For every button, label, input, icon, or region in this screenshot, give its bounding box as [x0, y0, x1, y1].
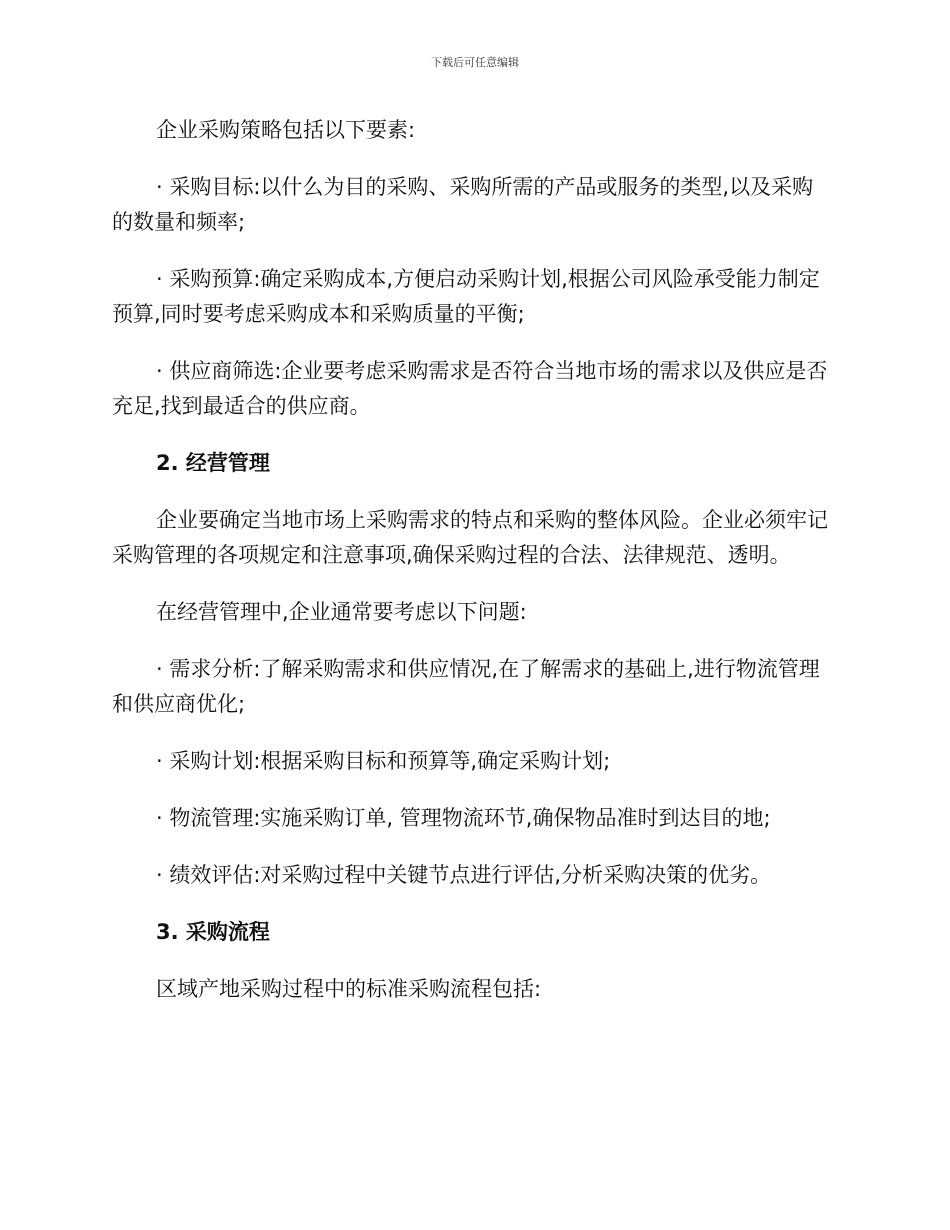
bullet-supplier-screening: · 供应商筛选:企业要考虑采购需求是否符合当地市场的需求以及供应是否充足,找到最适合的供应商。	[112, 359, 828, 418]
bullet-purchase-budget: · 采购预算:确定采购成本,方便启动采购计划,根据公司风险承受能力制定预算,同时要考虑采购成本和采购质量的平衡;	[112, 267, 820, 326]
paragraph-operations-questions: 在经营管理中,企业通常要考虑以下问题:	[156, 600, 527, 624]
bullet-purchase-plan: · 采购计划:根据采购目标和预算等,确定采购计划;	[156, 749, 611, 773]
document-body	[112, 113, 832, 1007]
page-header: 下载后可任意编辑	[431, 56, 519, 69]
bullet-performance: · 绩效评估:对采购过程中关键节点进行评估,分析采购决策的优劣。	[156, 863, 772, 887]
bullet-purchase-goal: · 采购目标:以什么为目的采购、采购所需的产品或服务的类型,以及采购的数量和频率;	[112, 175, 814, 234]
section-heading-2: 2. 经营管理	[156, 451, 270, 475]
paragraph-intro: 企业采购策略包括以下要素:	[156, 118, 416, 142]
paragraph-process: 区域产地采购过程中的标准采购流程包括:	[156, 977, 542, 1001]
paragraph-operations: 企业要确定当地市场上采购需求的特点和采购的整体风险。企业必须牢记采购管理的各项规定和注意事项,确保采购过程的合法、法律规范、透明。	[112, 508, 828, 567]
bullet-logistics: · 物流管理:实施采购订单, 管理物流环节,确保物品准时到达目的地;	[156, 806, 771, 830]
section-heading-3: 3. 采购流程	[156, 920, 270, 944]
bullet-demand-analysis: · 需求分析:了解采购需求和供应情况,在了解需求的基础上,进行物流管理和供应商优化;	[112, 657, 820, 716]
